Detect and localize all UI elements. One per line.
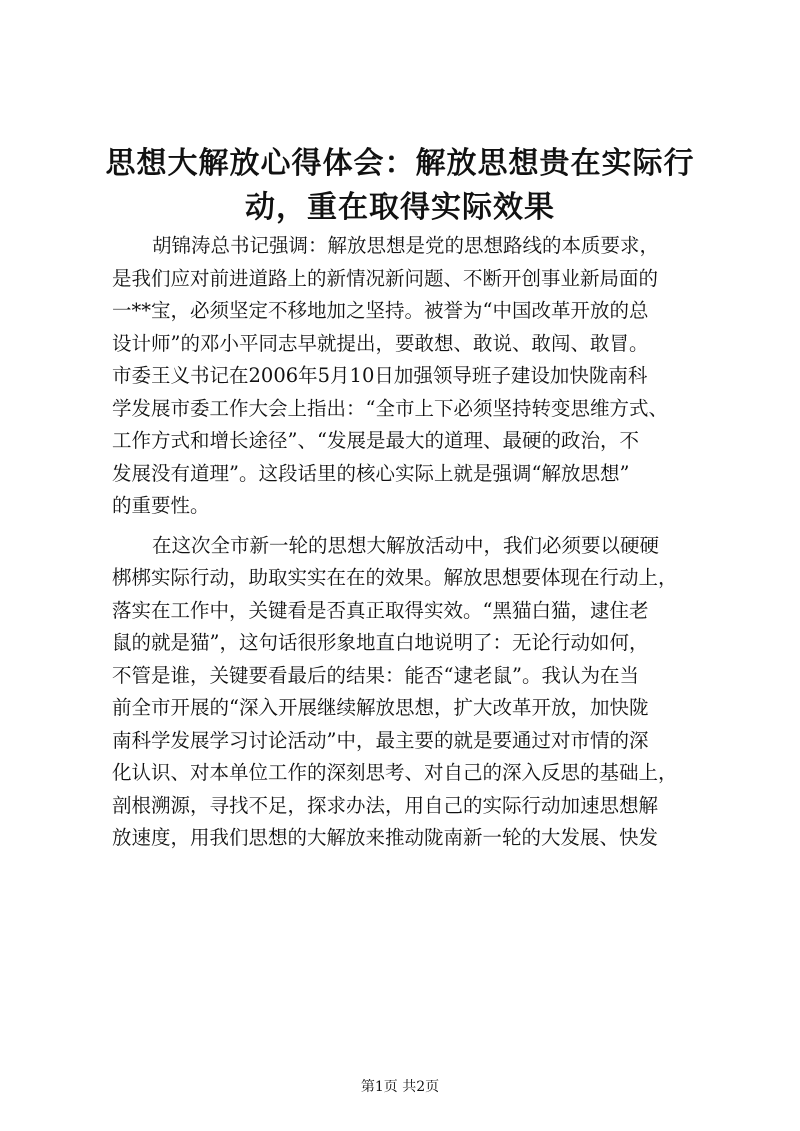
document-body [112,230,702,862]
text-line: 南科学发展学习讨论活动”中，最主要的就是要通过对市情的深 [112,728,649,752]
page-footer: 第1页 共2页 [360,1079,440,1095]
text-line: 鼠的就是猫”，这句话很形象地直白地说明了：无论行动如何， [112,631,649,654]
text-line: 一**宝，必须坚定不移地加之坚持。被誉为“中国改革开放的总 [112,299,649,322]
text-line: 前全市开展的“深入开展继续解放思想，扩大改革开放，加快陇 [112,696,649,719]
text-line: 放速度，用我们思想的大解放来推动陇南新一轮的大发展、快发 [112,826,659,849]
paragraph-2 [112,530,702,855]
title-line: 动，重在取得实际效果 [245,190,555,225]
text-line: 市委王义书记在2006年5月10日加强领导班子建设加快陇南科 [112,364,648,387]
text-line: 设计师”的邓小平同志早就提出，要敢想、敢说、敢闯、敢冒。 [112,331,649,355]
text-line: 的重要性。 [112,494,210,517]
title-line: 思想大解放心得体会：解放思想贵在实际行 [105,146,695,181]
text-line: 梆梆实际行动，助取实实在在的效果。解放思想要体现在行动上， [112,566,678,589]
paragraph-1 [112,230,702,523]
text-line: 胡锦涛总书记强调：解放思想是党的思想路线的本质要求， [152,234,660,257]
text-line: 剖根溯源，寻找不足，探求办法，用自己的实际行动加速思想解 [112,793,659,817]
text-line: 工作方式和增长途径”、“发展是最大的道理、最硬的政治，不 [112,429,639,452]
text-line: 学发展市委工作大会上指出：“全市上下必须坚持转变思维方式、 [112,396,668,420]
text-line: 在这次全市新一轮的思想大解放活动中，我们必须要以硬硬 [152,533,660,557]
text-line: 落实在工作中，关键看是否真正取得实效。“黑猫白猫，逮住老 [112,598,649,622]
text-line: 是我们应对前进道路上的新情况新问题、不断开创事业新局面的 [112,266,659,290]
text-line: 不管是谁，关键要看最后的结果：能否“逮老鼠”。我认为在当 [112,663,639,687]
text-line: 化认识、对本单位工作的深刻思考、对自己的深入反思的基础上， [112,761,678,784]
document-title [90,142,710,230]
text-line: 发展没有道理”。这段话里的核心实际上就是强调“解放思想” [112,461,630,485]
